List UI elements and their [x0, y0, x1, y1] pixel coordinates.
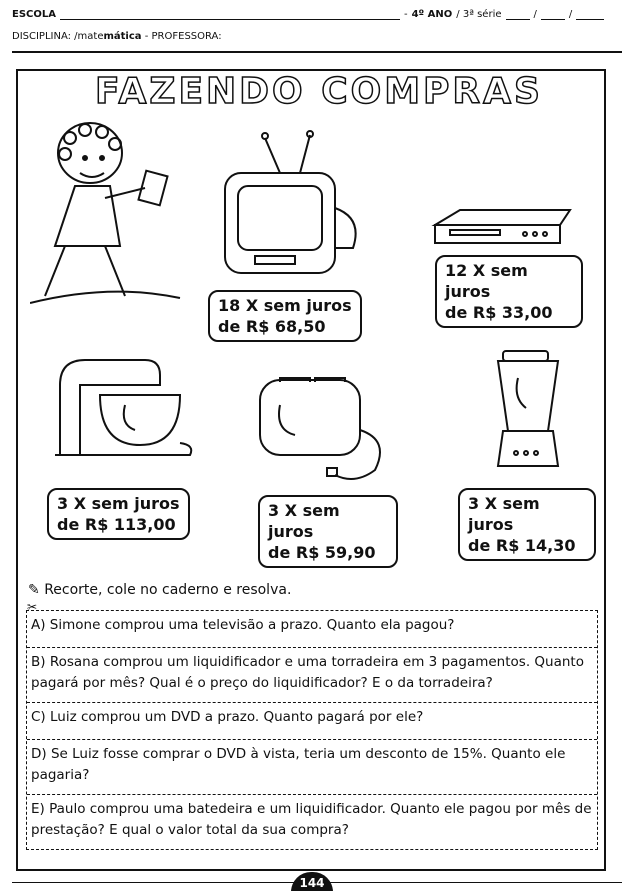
header-school-line [12, 9, 612, 20]
price-value: de R$ 68,50 [218, 317, 326, 336]
price-tag-toaster [258, 495, 398, 568]
date-year-field[interactable] [576, 9, 604, 20]
header-dash: - [403, 9, 408, 20]
price-installments: 18 X sem juros [218, 296, 352, 315]
page-number: 144 [291, 872, 333, 891]
teacher-label: - PROFESSORA: [144, 31, 222, 42]
mixer-illustration [50, 355, 195, 465]
pencil-icon: ✎ [28, 582, 40, 598]
header-discipline-line [12, 31, 222, 42]
questions-box [26, 610, 598, 850]
instruction-text: Recorte, cole no caderno e resolva. [44, 582, 292, 598]
question-c: C) Luiz comprou um DVD a prazo. Quanto pagará por ele? [27, 702, 597, 739]
price-installments: 12 X sem juros [445, 261, 528, 301]
date-sep: / [533, 9, 537, 20]
price-installments: 3 X sem juros [268, 501, 340, 541]
toaster-illustration [255, 370, 405, 485]
discipline-label: DISCIPLINA: /mate [12, 31, 104, 42]
school-label: ESCOLA [12, 9, 56, 20]
dvd-player-illustration [430, 205, 575, 250]
school-field[interactable] [60, 9, 400, 20]
price-tag-mixer [47, 488, 190, 540]
scissors-icon: ✂ [27, 600, 38, 614]
price-tag-tv [208, 290, 362, 342]
price-value: de R$ 113,00 [57, 515, 176, 534]
page-title: FAZENDO COMPRAS [95, 71, 543, 112]
question-e: E) Paulo comprou uma batedeira e um liquidificador. Quanto ele pagou por mês de prestação? E qual o valor total da sua compra? [27, 794, 597, 849]
price-installments: 3 X sem juros [468, 494, 540, 534]
header-rule [12, 51, 622, 53]
price-value: de R$ 59,90 [268, 543, 376, 562]
grade-label: 4º ANO [411, 9, 453, 20]
instruction [28, 582, 291, 598]
question-a: A) Simone comprou uma televisão a prazo. Quanto ela pagou? [31, 617, 455, 633]
date-month-field[interactable] [541, 9, 565, 20]
price-tag-blender [458, 488, 596, 561]
discipline-bold: mática [103, 31, 142, 42]
date-sep: / [568, 9, 573, 20]
date-day-field[interactable] [506, 9, 530, 20]
price-value: de R$ 33,00 [445, 303, 553, 322]
price-installments: 3 X sem juros [57, 494, 180, 513]
question-b: B) Rosana comprou um liquidificador e uma torradeira em 3 pagamentos. Quanto pagará por mês? Qual é o preço do liquidificador? E o da torradeira? [27, 647, 597, 702]
question-d: D) Se Luiz fosse comprar o DVD à vista, teria um desconto de 15%. Quanto ele pagaria? [27, 739, 597, 794]
price-tag-dvd [435, 255, 583, 328]
tv-illustration [220, 128, 360, 288]
blender-illustration [488, 348, 568, 473]
price-value: de R$ 14,30 [468, 536, 576, 555]
grade-sep: / 3ª série [456, 9, 502, 20]
boy-with-money-illustration [30, 118, 200, 318]
